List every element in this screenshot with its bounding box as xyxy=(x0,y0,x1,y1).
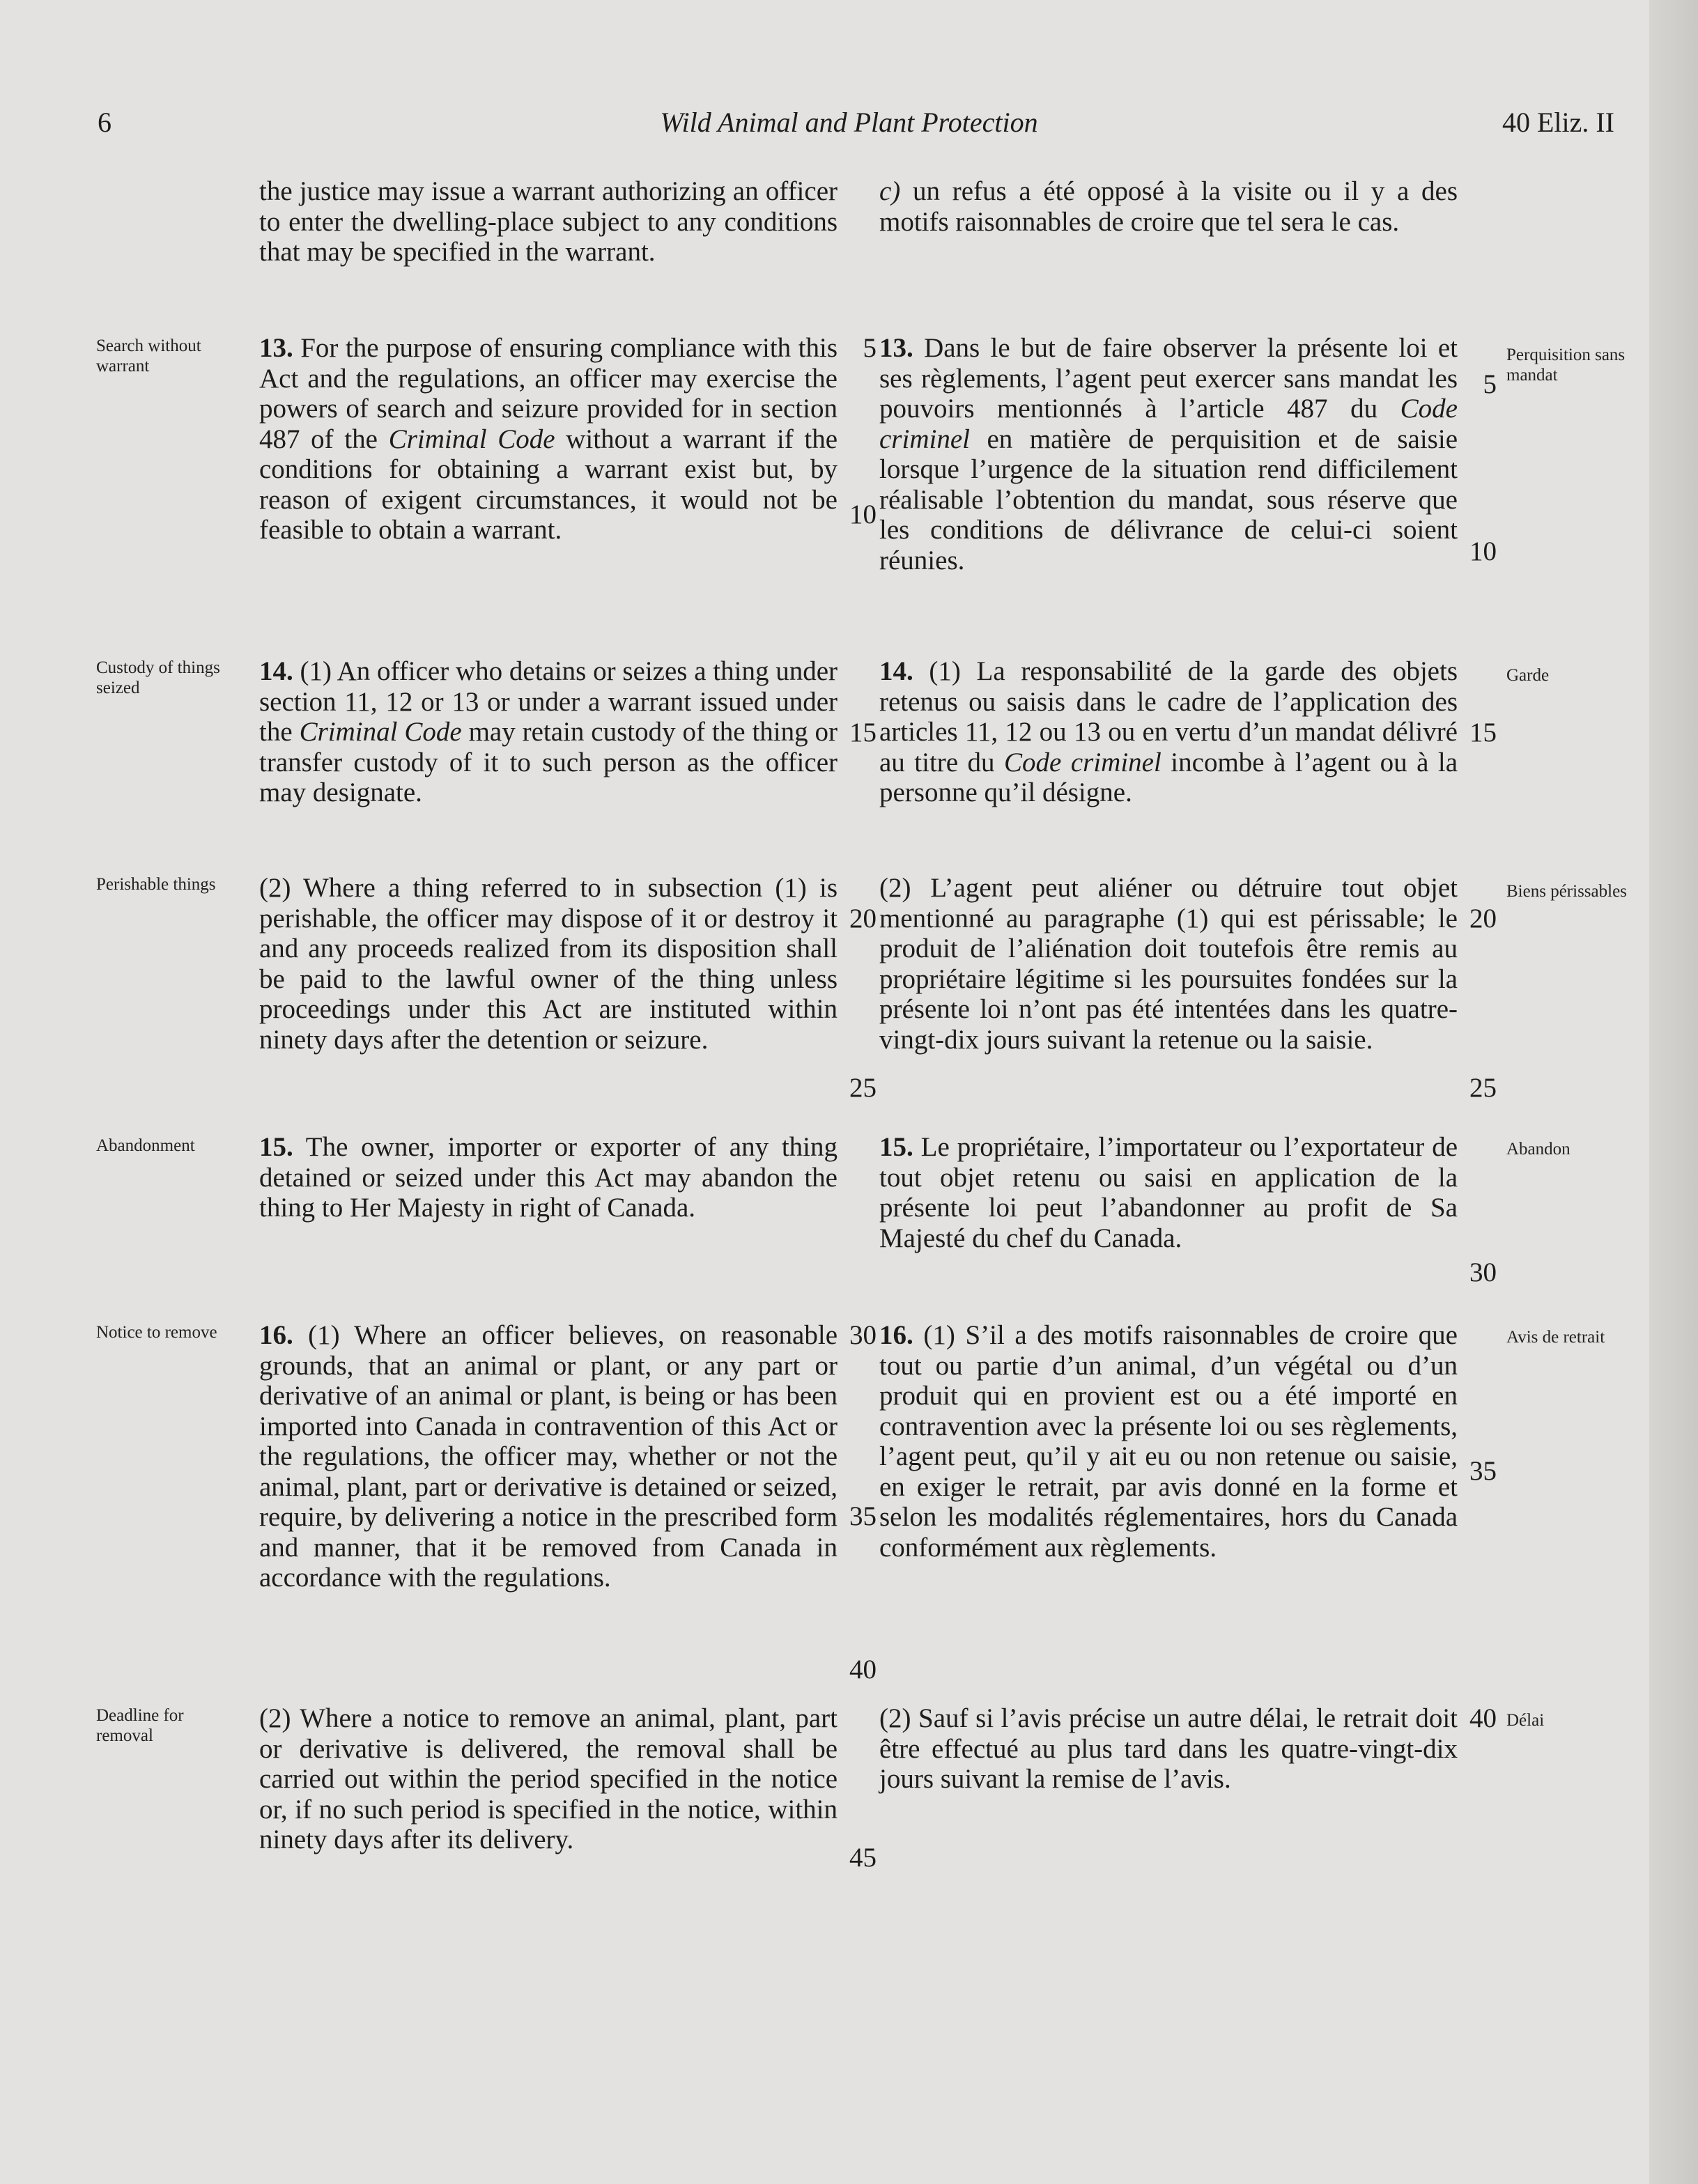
fr-section-13 xyxy=(879,333,1458,575)
en-s13-text-b: without a warrant if the conditions for obtaining a warrant exist but, by reason of exigent circumstances, it would not be feasible to obtain a warrant. xyxy=(259,424,838,545)
line-number: 40 xyxy=(849,1655,877,1685)
en-s14-text-a: (1) An officer who detains or seizes a thing under section 11, 12 or 13 or under a warrant issued under the xyxy=(259,656,838,747)
fr-s14-2-text: (2) L’agent peut aliéner ou détruire tout objet mentionné au paragraphe (1) qui est périssable; le produit de l’aliénation doit toutefois être remis au propriétaire légitime si les poursuites fondées sur la présente loi n’ont pas été intentées dans les quatre-vingt-dix jours suivant la retenue ou la saisie. xyxy=(879,873,1458,1055)
en-s14-code: Criminal Code xyxy=(299,717,462,747)
fr-s15-number: 15. xyxy=(879,1132,913,1162)
en-s16-2-text: (2) Where a notice to remove an animal, plant, part or derivative is delivered, the removal shall be carried out within the period specified in the notice or, if no such period is specified in the notice, within ninety days after its delivery. xyxy=(259,1703,838,1854)
margin-note-abandonment: Abandonment xyxy=(96,1136,195,1155)
line-number: 25 xyxy=(1469,1073,1497,1103)
en-s15-number: 15. xyxy=(259,1132,293,1162)
margin-note-abandon: Abandon xyxy=(1506,1140,1570,1159)
en-s13-code: Criminal Code xyxy=(388,424,555,454)
fr-intro-letter: c) xyxy=(879,176,901,206)
line-number: 15 xyxy=(849,718,877,748)
fr-section-16-2 xyxy=(879,1703,1458,1795)
margin-note-notice-to-remove: Notice to remove xyxy=(96,1323,217,1342)
en-s15-text: The owner, importer or exporter of any thing detained or seized under this Act may abandon the thing to Her Majesty in right of Canada. xyxy=(259,1132,838,1223)
en-section-16-2 xyxy=(259,1703,838,1855)
line-number: 35 xyxy=(849,1501,877,1531)
fr-section-14-1 xyxy=(879,656,1458,808)
line-number: 5 xyxy=(863,333,877,363)
running-title: Wild Animal and Plant Protection xyxy=(660,107,1038,138)
margin-note-deadline: Deadline for removal xyxy=(96,1706,184,1745)
fr-section-14-2 xyxy=(879,873,1458,1055)
line-number: 40 xyxy=(1469,1703,1497,1733)
fr-s13-code: Code criminel xyxy=(879,394,1458,454)
en-section-16-1 xyxy=(259,1320,838,1593)
en-s14-number: 14. xyxy=(259,656,293,686)
fr-section-15 xyxy=(879,1132,1458,1253)
en-section-14-1 xyxy=(259,656,838,808)
line-number: 45 xyxy=(849,1843,877,1873)
line-number: 30 xyxy=(1469,1257,1497,1287)
page-number: 6 xyxy=(98,107,111,138)
fr-s14-text-a: (1) La responsabilité de la garde des objets retenus ou saisis dans le cadre de l’application des articles 11, 12 ou 13 ou en vertu d’un mandat délivré au titre du xyxy=(879,656,1458,777)
line-number: 30 xyxy=(849,1320,877,1350)
en-s13-text-a: For the purpose of ensuring compliance with this Act and the regulations, an officer may exercise the powers of search and seizure provided for in section 487 of the xyxy=(259,333,838,454)
fr-s14-code: Code criminel xyxy=(1004,747,1161,777)
en-s14-text-b: may retain custody of the thing or transfer custody of it to such person as the officer may designate. xyxy=(259,717,838,807)
fr-s16-2-text: (2) Sauf si l’avis précise un autre délai, le retrait doit être effectué au plus tard dans les quatre-vingt-dix jours suivant la remise de l’avis. xyxy=(879,1703,1458,1794)
line-number: 20 xyxy=(1469,904,1497,934)
line-number: 15 xyxy=(1469,718,1497,748)
fr-intro xyxy=(879,176,1458,237)
margin-note-garde: Garde xyxy=(1506,666,1550,685)
margin-note-biens-perissables: Biens périssables xyxy=(1506,882,1627,901)
margin-note-custody: Custody of things seized xyxy=(96,658,220,697)
fr-s14-text-b: incombe à l’agent ou à la personne qu’il désigne. xyxy=(879,747,1458,807)
line-number: 35 xyxy=(1469,1456,1497,1486)
fr-s15-text: Le propriétaire, l’importateur ou l’exportateur de tout objet retenu ou saisi en application de la présente loi peut l’abandonner au profit de Sa Majesté du chef du Canada. xyxy=(879,1132,1458,1253)
fr-s13-text-b: en matière de perquisition et de saisie lorsque l’urgence de la situation rend difficilement réalisable l’obtention du mandat, sous réserve que les conditions de délivrance de celui-ci soient réunies. xyxy=(879,424,1458,575)
line-number: 25 xyxy=(849,1073,877,1103)
fr-s13-text-a: Dans le but de faire observer la présente loi et ses règlements, l’agent peut exercer sans mandat les pouvoirs mentionnés à l’article 487 du xyxy=(879,333,1458,424)
fr-s16-number: 16. xyxy=(879,1320,913,1350)
margin-note-search-without-warrant: Search without warrant xyxy=(96,336,201,375)
fr-section-16-1 xyxy=(879,1320,1458,1563)
en-s16-number: 16. xyxy=(259,1320,293,1350)
en-section-15 xyxy=(259,1132,838,1223)
fr-intro-text: un refus a été opposé à la visite ou il y a des motifs raisonnables de croire que tel sera le cas. xyxy=(879,176,1458,237)
en-section-14-2 xyxy=(259,873,838,1055)
margin-note-perishable: Perishable things xyxy=(96,875,216,894)
en-s14-2-text: (2) Where a thing referred to in subsection (1) is perishable, the officer may dispose of it or destroy it and any proceeds realized from its disposition shall be paid to the lawful owner of the thing unless proceedings under this Act are instituted within ninety days after the detention or seizure. xyxy=(259,873,838,1055)
en-section-13 xyxy=(259,333,838,545)
en-intro-text: the justice may issue a warrant authorizing an officer to enter the dwelling-place subject to any conditions that may be specified in the warrant. xyxy=(259,176,838,267)
en-s13-number: 13. xyxy=(259,333,293,363)
line-number: 20 xyxy=(849,904,877,934)
line-number: 10 xyxy=(1469,536,1497,566)
en-s16-1-text: (1) Where an officer believes, on reasonable grounds, that an animal or plant, or any part or derivative of an animal or plant, is being or has been imported into Canada in contravention of this Act or the regulations, the officer may, whether or not the animal, plant, part or derivative is detained or seized, require, by delivering a notice in the prescribed form and manner, that it be removed from Canada in accordance with the regulations. xyxy=(259,1320,838,1593)
en-intro xyxy=(259,176,838,268)
margin-note-perquisition: Perquisition sans mandat xyxy=(1506,346,1626,385)
fr-s14-number: 14. xyxy=(879,656,913,686)
fr-s13-number: 13. xyxy=(879,333,913,363)
regnal-year: 40 Eliz. II xyxy=(1502,107,1614,138)
margin-note-delai: Délai xyxy=(1506,1711,1545,1730)
line-number: 10 xyxy=(849,499,877,529)
margin-note-avis-de-retrait: Avis de retrait xyxy=(1506,1328,1605,1347)
page-edge xyxy=(1649,0,1698,2184)
line-number: 5 xyxy=(1483,369,1497,399)
fr-s16-1-text: (1) S’il a des motifs raisonnables de croire que tout ou partie d’un animal, d’un végétal ou d’un produit qui en provient est ou a été importé en contravention avec la présente loi ou ses règlements, l’agent peut, qu’il y ait eu ou non retenue ou saisie, en exiger le retrait, par avis donné en la forme et selon les modalités réglementaires, hors du Canada conformément aux règlements. xyxy=(879,1320,1458,1563)
